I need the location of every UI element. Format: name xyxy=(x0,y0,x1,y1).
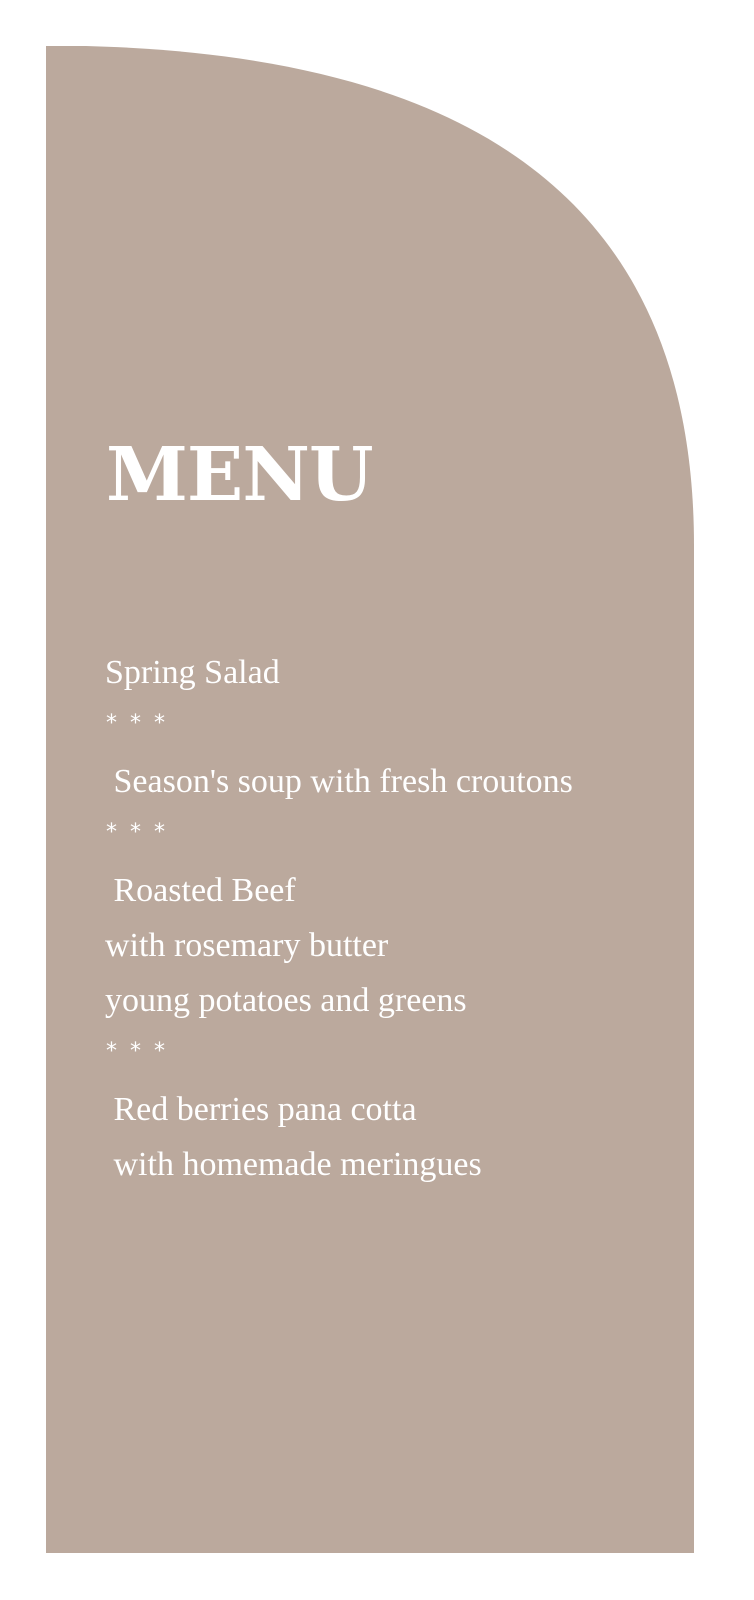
menu-card xyxy=(46,46,694,1553)
menu-divider: * * * xyxy=(106,820,168,845)
menu-divider: * * * xyxy=(106,711,168,736)
menu-item-roasted-beef: Roasted Beef xyxy=(105,872,296,909)
menu-item-spring-salad: Spring Salad xyxy=(105,654,280,691)
menu-list xyxy=(46,46,694,1553)
menu-item-meringues: with homemade meringues xyxy=(105,1146,482,1183)
menu-item-rosemary-butter: with rosemary butter xyxy=(105,927,389,964)
menu-item-panna-cotta: Red berries pana cotta xyxy=(105,1091,417,1128)
menu-item-potatoes-greens: young potatoes and greens xyxy=(105,982,467,1019)
menu-divider: * * * xyxy=(106,1039,168,1064)
menu-item-soup: Season's soup with fresh croutons xyxy=(105,763,573,800)
menu-title: MENU xyxy=(106,432,373,518)
